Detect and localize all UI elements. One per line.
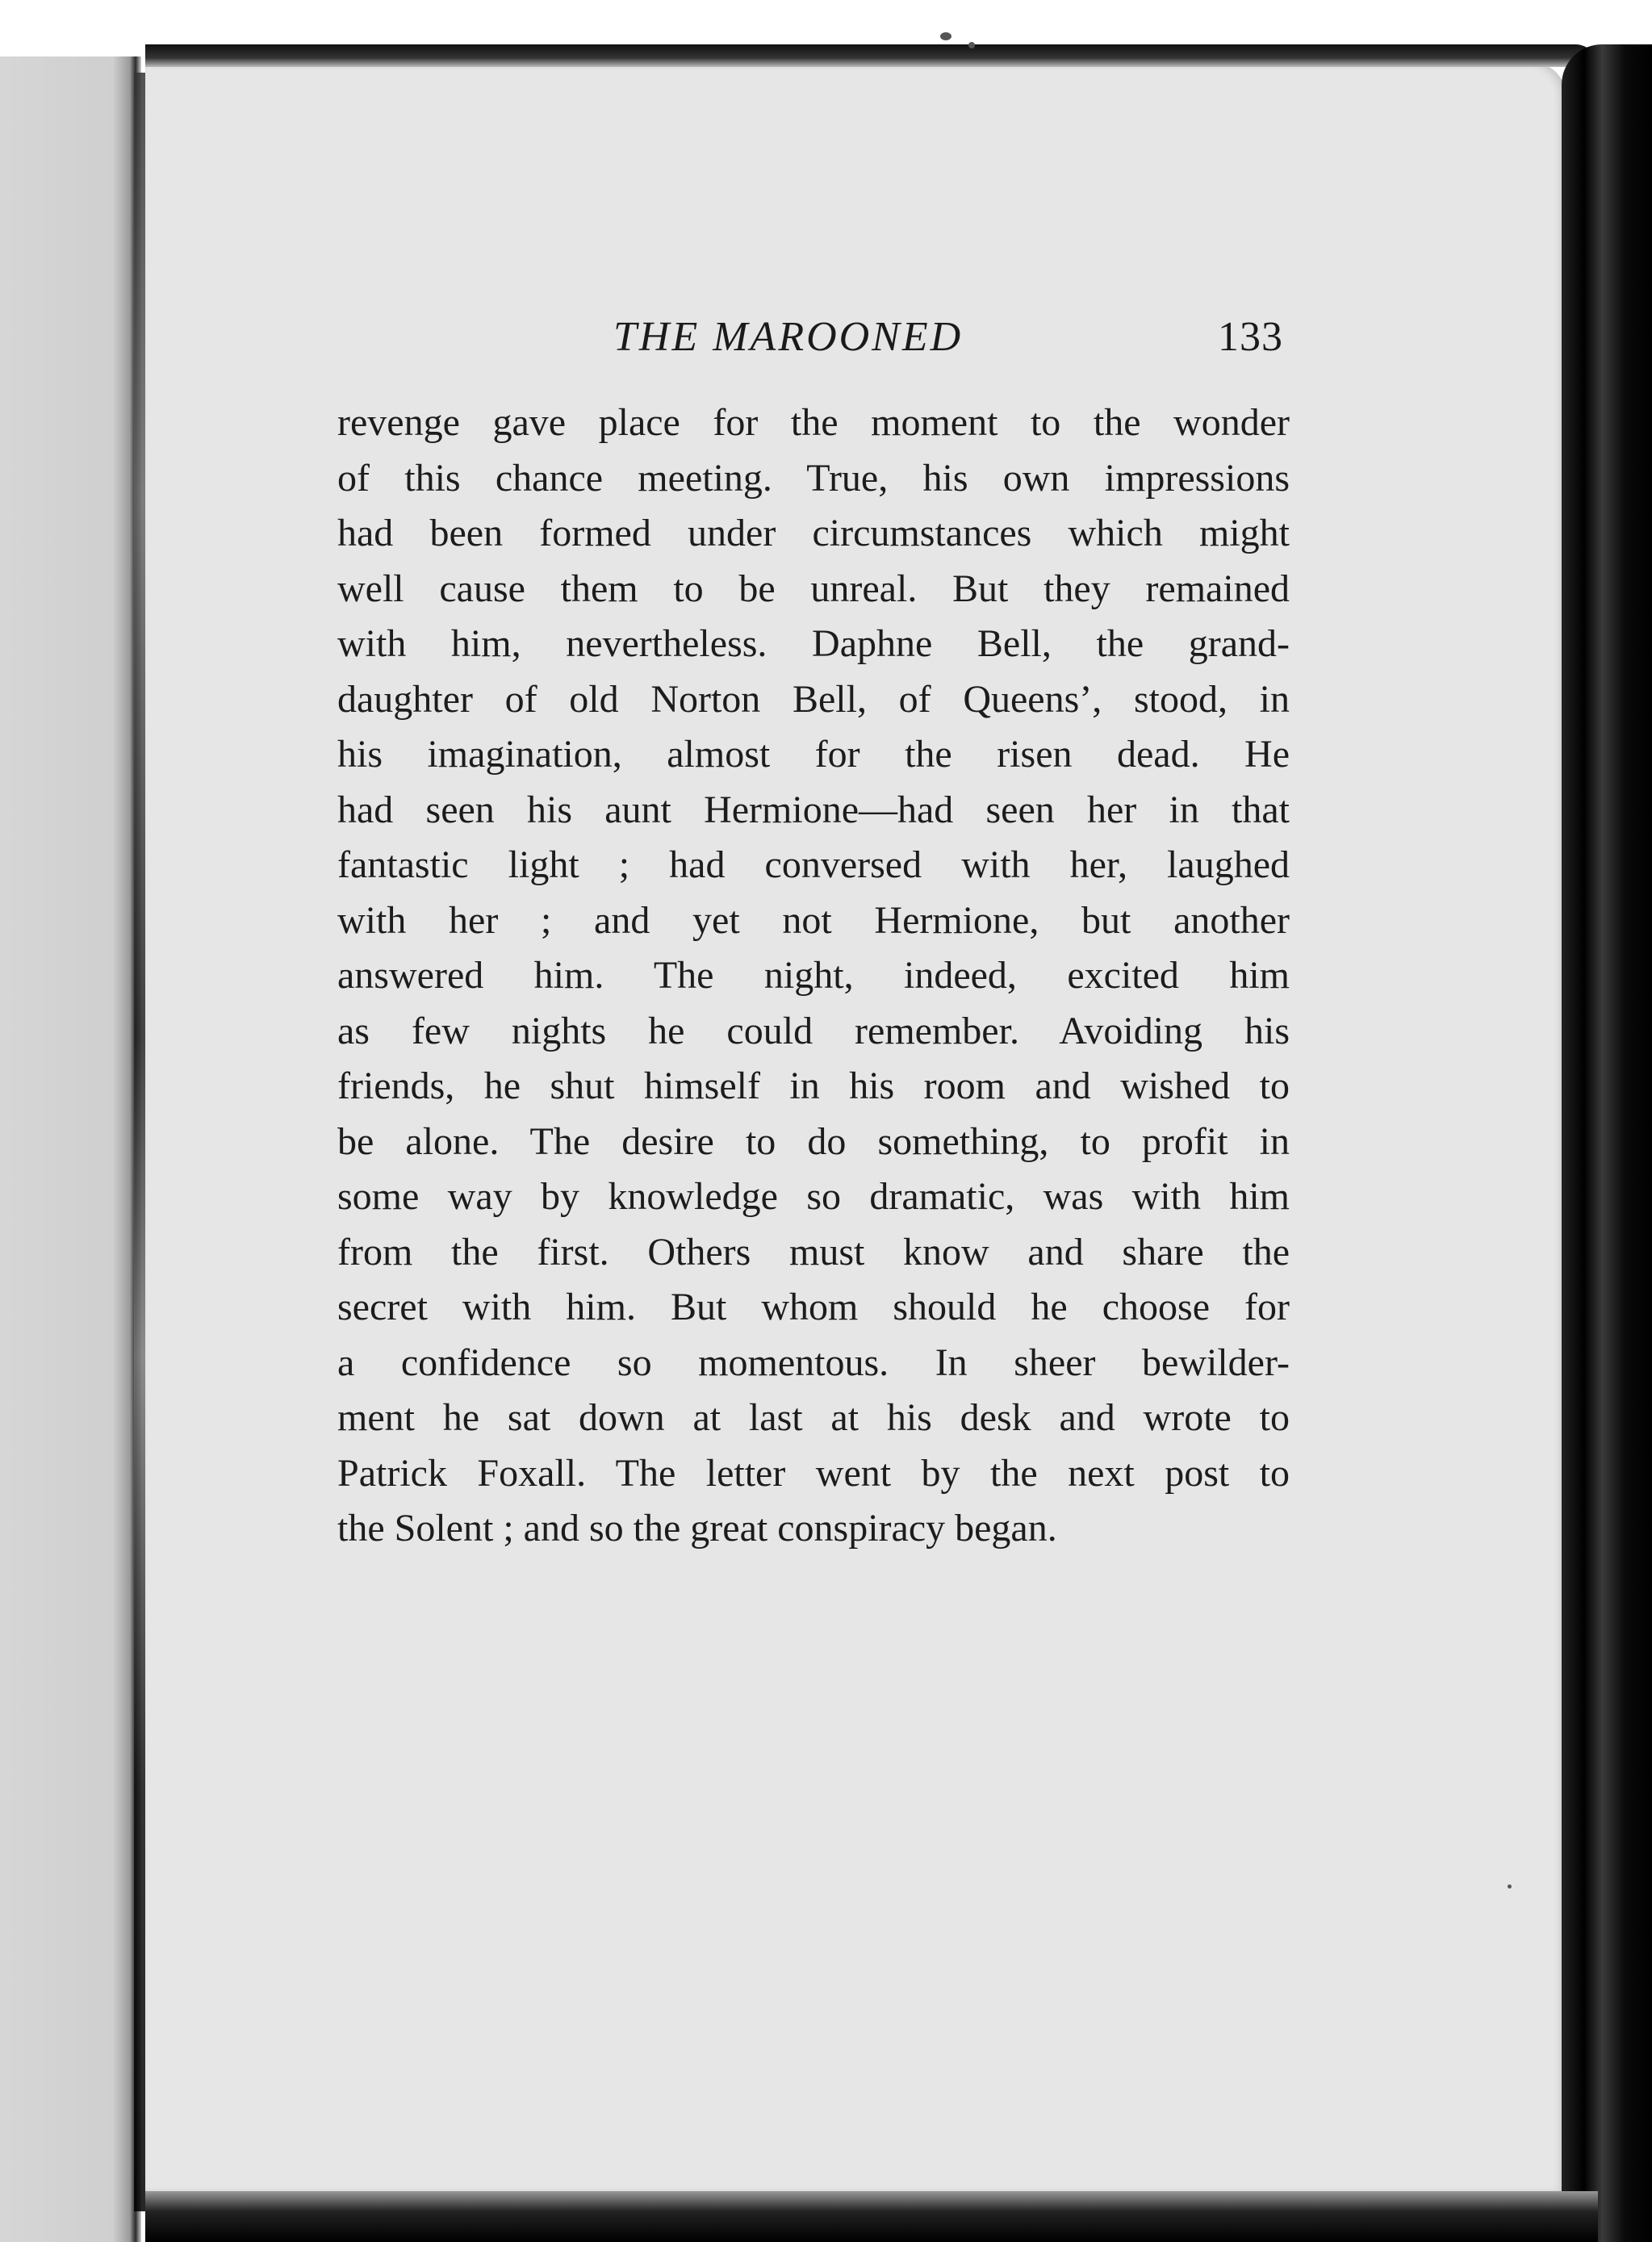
text-line: fantastic light ; had conversed with her, laughed <box>337 843 1290 886</box>
text-line: ment he sat down at last at his desk and wrote to <box>337 1396 1290 1439</box>
text-line: Patrick Foxall. The letter went by the next post to <box>337 1451 1290 1495</box>
dust-speck <box>1508 1884 1512 1889</box>
running-head <box>339 313 1291 378</box>
text-line: of this chance meeting. True, his own impressions <box>337 456 1290 500</box>
dust-speck <box>940 32 951 40</box>
page-number: 133 <box>1218 314 1283 360</box>
dust-speck <box>968 42 975 48</box>
text-line: daughter of old Norton Bell, of Queens’, stood, in <box>337 677 1290 721</box>
body-text <box>337 395 1290 1557</box>
text-line: with her ; and yet not Hermione, but another <box>337 898 1290 942</box>
previous-page-edge <box>0 56 141 2242</box>
text-line: revenge gave place for the moment to the wonder <box>337 401 1290 444</box>
text-line: with him, nevertheless. Daphne Bell, the grand- <box>337 622 1290 665</box>
text-line: friends, he shut himself in his room and wished to <box>337 1065 1290 1107</box>
text-line: the Solent ; and so the great conspiracy began. <box>337 1507 1057 1550</box>
book-bottom-edge <box>145 2191 1598 2242</box>
text-line: a confidence so momentous. In sheer bewilder- <box>337 1341 1290 1384</box>
text-line: secret with him. But whom should he choose for <box>337 1286 1290 1328</box>
text-line: his imagination, almost for the risen dead. He <box>337 733 1290 776</box>
text-line: well cause them to be unreal. But they remained <box>337 567 1290 610</box>
text-line: from the first. Others must know and share the <box>337 1230 1290 1274</box>
book-spine-shadow <box>134 73 145 2211</box>
text-line: be alone. The desire to do something, to profit in <box>337 1119 1290 1163</box>
text-line: had seen his aunt Hermione—had seen her in that <box>337 788 1290 831</box>
book-cover-edge <box>1562 44 1652 2242</box>
running-title: THE MAROONED <box>613 314 964 360</box>
text-line: as few nights he could remember. Avoiding his <box>337 1009 1290 1052</box>
book-top-edge <box>145 44 1598 67</box>
text-line: some way by knowledge so dramatic, was with him <box>337 1175 1290 1218</box>
text-line: answered him. The night, indeed, excited him <box>337 954 1290 997</box>
text-line: had been formed under circumstances which might <box>337 512 1290 554</box>
